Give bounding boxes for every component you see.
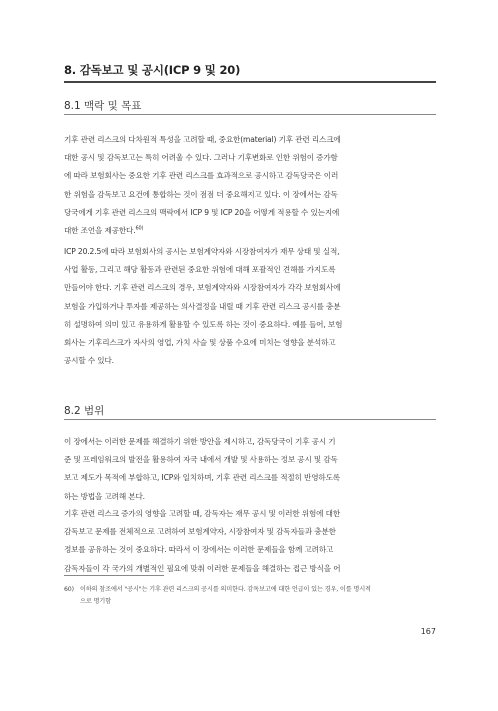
text-line: 보험을 가입하거나 투자를 제공하는 의사결정을 내릴 때 기후 관련 리스크 공시를 충분 — [64, 301, 341, 311]
text-line-with-footnote — [64, 222, 436, 240]
text-line: 한 위험을 감독보고 요건에 통합하는 것이 점점 더 중요해지고 있다. 이 장에서는 감독 — [64, 189, 338, 199]
text-line: 만들어야 한다. 기후 관련 리스크의 경우, 보험계약자와 시장참여자가 각각 보험회사에 — [64, 283, 341, 293]
text-line: 하는 방법을 고려해 본다. — [64, 491, 145, 501]
footnote-text: 이하의 참조에서 "공시"는 기후 관련 리스크의 공시를 의미한다. 감독보고에 대한 언급이 있는 경우, 이를 명시적 — [80, 586, 371, 593]
chapter-title: 8. 감독보고 및 공시(ICP 9 및 20) — [64, 63, 241, 77]
paragraph-8-1-2 — [64, 243, 436, 370]
text-line: 에 따라 보험회사는 중요한 기후 관련 리스크를 효과적으로 공시하고 감독당국은 이러 — [64, 171, 339, 181]
text-line: 히 설명하여 의미 있고 유용하게 활용할 수 있도록 하는 것이 중요하다. 예를 들어, 보험 — [64, 319, 343, 329]
paragraph-8-2-1 — [64, 433, 436, 506]
text-line: 사업 활동, 그리고 해당 활동과 관련된 중요한 위험에 대해 포괄적인 견해를 가지도록 — [64, 265, 336, 275]
text-line: 감독보고 문제를 전체적으로 고려하여 보험계약자, 시장참여자 및 감독자들과 충분한 — [64, 527, 336, 537]
paragraph-8-2-2 — [64, 505, 436, 578]
page-number: 167 — [420, 627, 436, 636]
text-line: 당국에게 기후 관련 리스크의 맥락에서 ICP 9 및 ICP 20을 어떻게 적용할 수 있는지에 — [64, 207, 340, 217]
footnote-number: 60) — [64, 586, 74, 593]
text-line: 감독자들이 각 국가의 개별적인 필요에 맞춰 이러한 문제들을 해결하는 접근 방식을 어 — [64, 563, 341, 573]
text-line: 기후 관련 리스크의 다차원적 특성을 고려할 때, 중요한(material) 기후 관련 리스크에 — [64, 135, 341, 144]
text-line: 대한 조언을 제공한다. — [64, 226, 136, 236]
footnote-text-continued: 으로 명기함 — [80, 598, 111, 605]
footnote-reference: 60) — [135, 225, 144, 232]
text-line: ICP 20.2.5에 따라 보험회사의 공시는 보험계약자와 시장참여자가 재무 상태 및 실적, — [64, 247, 340, 256]
footnote-separator — [64, 575, 164, 576]
chapter-title-rule — [64, 81, 436, 83]
text-line: 회사는 기후리스크가 자사의 영업, 가치 사슬 및 상품 수요에 미치는 영향을 분석하고 — [64, 338, 336, 348]
section-title-8-2: 8.2 범위 — [64, 405, 105, 417]
section-rule-8-1 — [64, 114, 436, 115]
paragraph-8-1-1 — [64, 131, 436, 240]
text-line: 준 및 프레임워크의 발전을 활용하여 자국 내에서 개발 및 사용하는 정보 공시 및 감독 — [64, 455, 338, 465]
text-line: 보고 제도가 목적에 부합하고, ICP와 일치하며, 기후 관련 리스크를 적절히 반영하도록 — [64, 473, 340, 483]
text-line: 이 장에서는 이러한 문제를 해결하기 위한 방안을 제시하고, 감독당국이 기후 공시 기 — [64, 437, 336, 446]
text-line: 기후 관련 리스크 증가의 영향을 고려할 때, 감독자는 재무 공시 및 이러한 위험에 대한 — [64, 509, 340, 518]
footnote — [64, 584, 436, 608]
text-line: 정보를 공유하는 것이 중요하다. 따라서 이 장에서는 이러한 문제들을 함께 고려하고 — [64, 545, 334, 555]
section-rule-8-2 — [64, 419, 436, 420]
section-title-8-1: 8.1 맥락 및 목표 — [64, 100, 142, 112]
text-line: 공시할 수 있다. — [64, 356, 114, 366]
text-line: 대한 공시 및 감독보고는 특히 어려울 수 있다. 그러나 기후변화로 인한 위험이 증가함 — [64, 153, 338, 163]
